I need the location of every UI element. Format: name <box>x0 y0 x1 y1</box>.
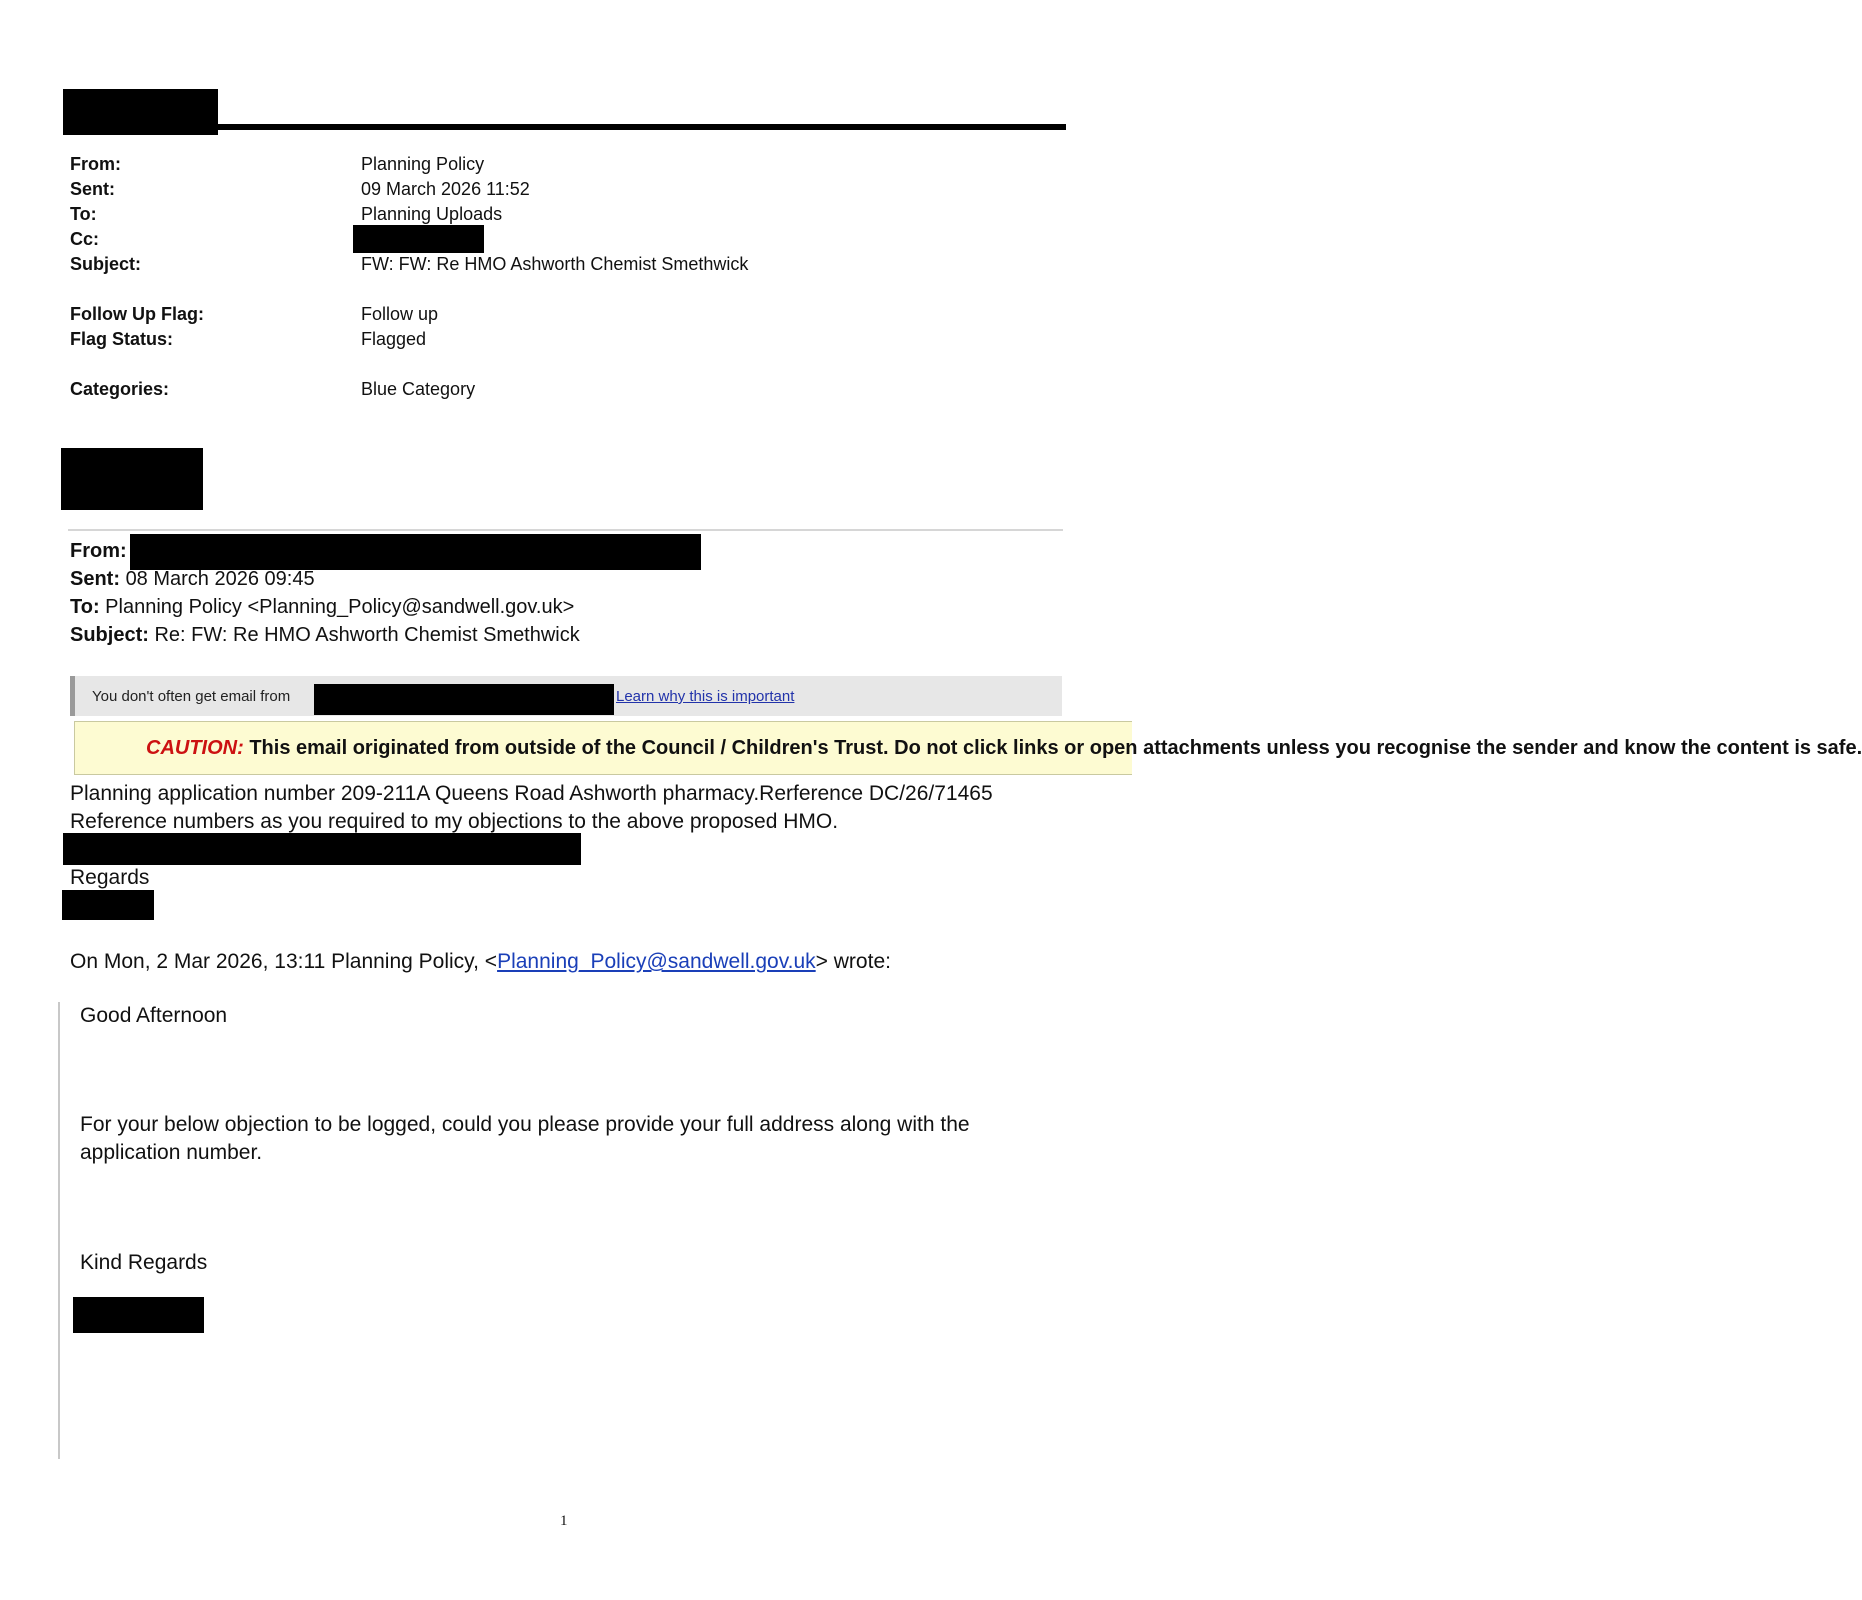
caution-message: This email originated from outside of the Council / Children's Trust. Do not click links or open attachments unless you recognise the sender and know the content is safe. <box>249 737 1862 759</box>
fwd-from-label: From: <box>70 540 127 562</box>
redacted-cc <box>353 225 484 253</box>
follow-up-flag-label: Follow Up Flag: <box>70 304 204 324</box>
from-label: From: <box>70 154 121 174</box>
categories-label: Categories: <box>70 379 170 399</box>
redacted-signature <box>62 890 154 920</box>
fwd-sent-label: Sent: <box>70 568 120 590</box>
fwd-subject-line <box>70 622 580 648</box>
from-value: Planning Policy <box>361 154 485 174</box>
redacted-quoted-signature <box>73 1297 204 1333</box>
regards-text: Regards <box>70 866 150 889</box>
caution-banner <box>74 721 1862 775</box>
fwd-sent-value: 08 March 2026 09:45 <box>125 568 315 590</box>
separator-rule <box>68 529 1063 531</box>
header-rule <box>214 124 1066 130</box>
message-line-1: Planning application number 209-211A Queens Road Ashworth pharmacy.Rerference DC/26/71465 <box>70 782 993 805</box>
redacted-notice-sender <box>314 684 614 715</box>
follow-up-flag-value: Follow up <box>361 304 439 324</box>
fwd-sent-line <box>70 566 315 592</box>
quoted-greeting: Good Afternoon <box>80 1004 228 1027</box>
caution-text-line <box>146 736 1862 760</box>
quote-intro-prefix: On Mon, 2 Mar 2026, 13:11 Planning Policy, < <box>70 950 498 973</box>
redacted-fwd-from <box>130 534 701 570</box>
caution-label: CAUTION: <box>146 737 244 759</box>
flag-status-value: Flagged <box>361 329 427 349</box>
fwd-to-line <box>70 594 574 620</box>
quoted-line-1: For your below objection to be logged, could you please provide your full address along with the <box>80 1113 970 1136</box>
learn-why-link[interactable]: Learn why this is important <box>616 688 795 705</box>
quote-intro <box>70 948 891 976</box>
fwd-to-value: Planning Policy <Planning_Policy@sandwell.gov.uk> <box>105 596 575 618</box>
fwd-to-label: To: <box>70 596 100 618</box>
cc-label: Cc: <box>70 229 100 249</box>
subject-label: Subject: <box>70 254 142 274</box>
redacted-block <box>61 448 203 510</box>
fwd-subject-label: Subject: <box>70 624 149 646</box>
redacted-sender-name <box>63 89 218 135</box>
sender-notice-text: You don't often get email from <box>92 688 291 705</box>
planning-policy-email-link[interactable]: Planning_Policy@sandwell.gov.uk <box>497 950 816 973</box>
quoted-signoff: Kind Regards <box>80 1251 208 1274</box>
to-value: Planning Uploads <box>361 204 503 224</box>
sent-label: Sent: <box>70 179 115 199</box>
quote-intro-suffix: > wrote: <box>815 950 891 973</box>
to-label: To: <box>70 204 97 224</box>
redacted-address <box>63 833 581 865</box>
categories-value: Blue Category <box>361 379 476 399</box>
flag-status-label: Flag Status: <box>70 329 174 349</box>
message-line-2: Reference numbers as you required to my objections to the above proposed HMO. <box>70 810 839 833</box>
fwd-subject-value: Re: FW: Re HMO Ashworth Chemist Smethwick <box>154 624 580 646</box>
quote-bar <box>58 1002 60 1459</box>
page-number: 1 <box>560 1513 568 1529</box>
quoted-line-2: application number. <box>80 1141 263 1164</box>
subject-value: FW: FW: Re HMO Ashworth Chemist Smethwick <box>361 254 749 274</box>
sent-value: 09 March 2026 11:52 <box>361 179 530 199</box>
fwd-from-line <box>70 538 127 564</box>
